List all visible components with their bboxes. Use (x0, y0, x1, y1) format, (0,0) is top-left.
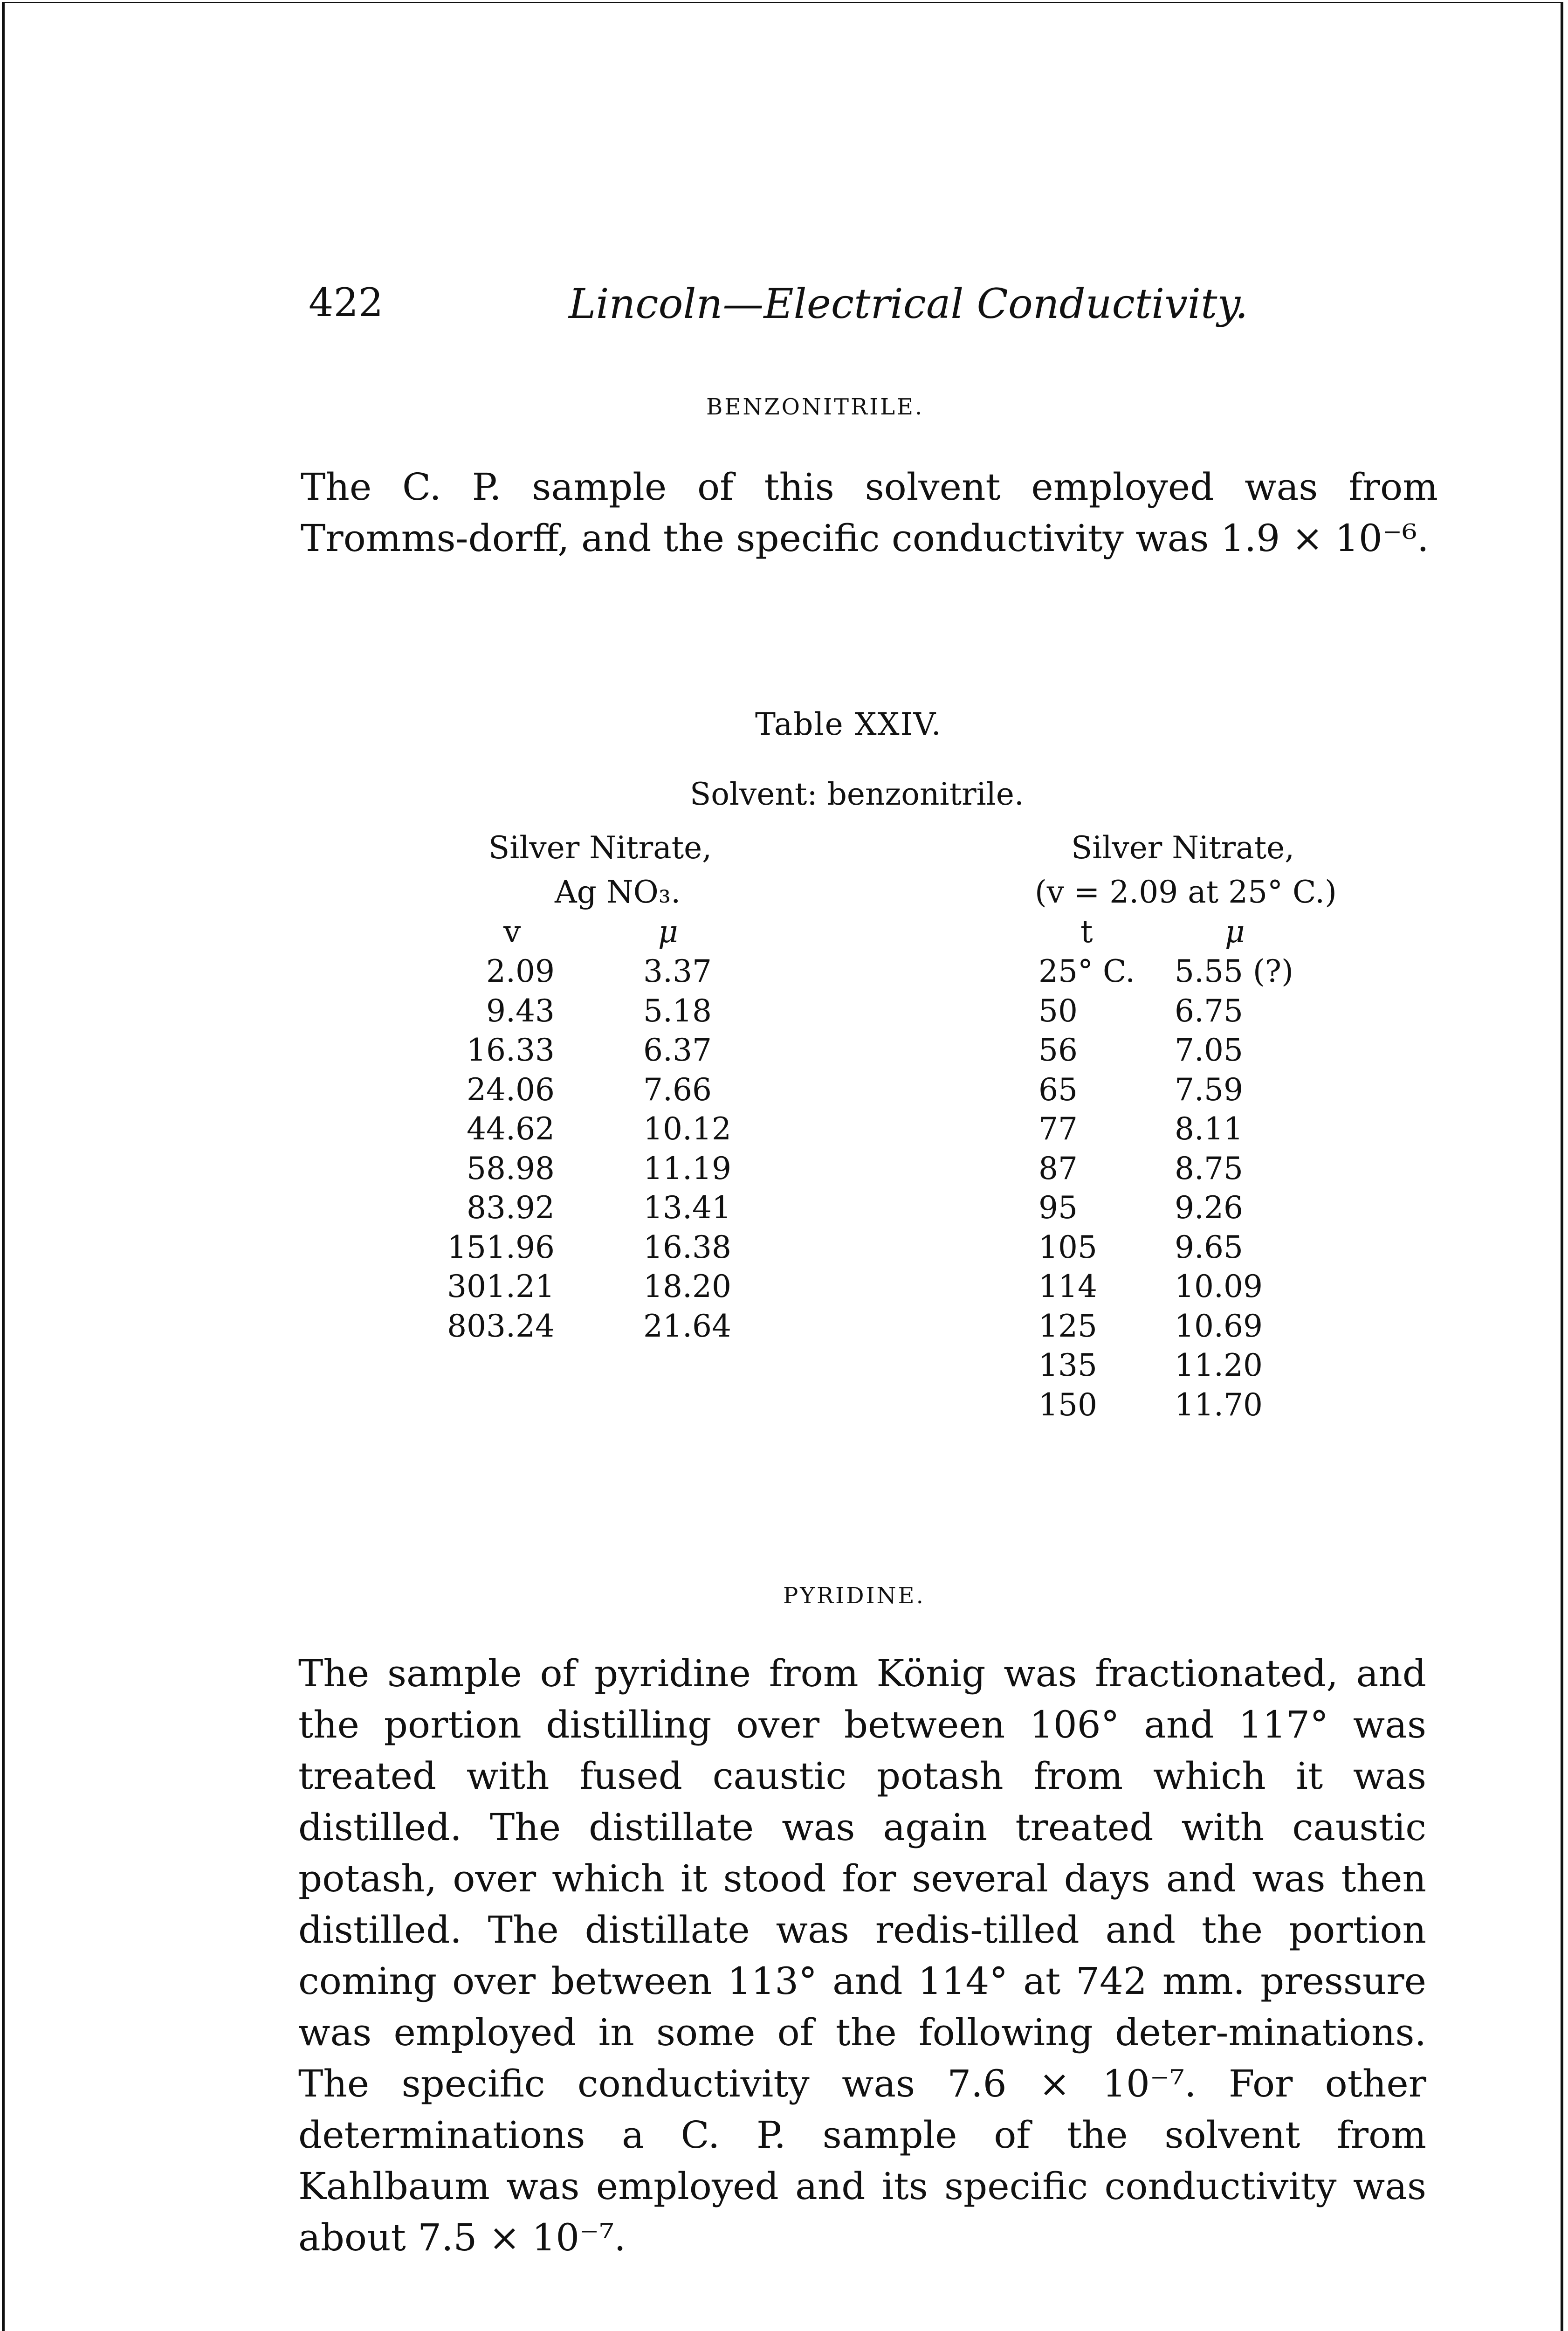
right-col-mu: μ (1225, 914, 1245, 950)
left-col-mu: μ (658, 914, 678, 950)
right-row-11-col2: 11.20 (1175, 1347, 1263, 1383)
right-row-7-col1: 95 (1038, 1190, 1078, 1226)
right-row-1-col1: 25° C. (1038, 953, 1135, 989)
right-heading-line2: (v = 2.09 at 25° C.) (1035, 874, 1337, 910)
left-row-4-col2: 7.66 (643, 1071, 712, 1108)
left-row-4-col1: 24.06 (467, 1071, 555, 1108)
right-row-6-col2: 8.75 (1175, 1150, 1243, 1186)
right-row-12-col1: 150 (1038, 1386, 1097, 1423)
benzonitrile-heading: BENZONITRILE. (706, 394, 924, 420)
benzonitrile-paragraph-text: The C. P. sample of this solvent employed was from Tromms-dorff, and the specific conductivity was 1.9 × 10⁻⁶. (301, 465, 1438, 560)
left-row-9-col1: 301.21 (447, 1269, 555, 1304)
left-row-3-col2: 6.37 (643, 1032, 712, 1068)
left-heading-line2: Ag NO₃. (555, 874, 681, 910)
left-row-7-col2: 13.41 (643, 1190, 731, 1226)
right-row-9-col2: 10.09 (1175, 1269, 1263, 1304)
pyridine-paragraph (298, 1648, 1426, 2263)
right-heading-line1: Silver Nitrate, (1071, 830, 1295, 866)
left-row-5-col1: 44.62 (467, 1111, 555, 1147)
left-heading-line1: Silver Nitrate, (488, 830, 712, 866)
left-row-8-col2: 16.38 (643, 1229, 731, 1265)
pyridine-heading: PYRIDINE. (783, 1583, 925, 1609)
right-row-8-col2: 9.65 (1175, 1229, 1243, 1265)
left-row-6-col2: 11.19 (643, 1150, 731, 1186)
running-title: Lincoln—Electrical Conductivity. (569, 280, 1248, 328)
right-row-5-col1: 77 (1038, 1111, 1078, 1147)
left-row-1-col1: 2.09 (486, 953, 555, 989)
table-title: Table XXIV. (755, 706, 942, 742)
right-row-4-col2: 7.59 (1175, 1071, 1243, 1108)
left-row-6-col1: 58.98 (467, 1150, 555, 1186)
right-row-5-col2: 8.11 (1175, 1111, 1243, 1147)
right-row-2-col2: 6.75 (1175, 993, 1243, 1029)
left-row-5-col2: 10.12 (643, 1111, 731, 1147)
right-col-t: t (1080, 914, 1093, 950)
table-solvent: Solvent: benzonitrile. (690, 776, 1024, 812)
right-row-10-col1: 125 (1038, 1308, 1097, 1344)
page-number: 422 (309, 280, 384, 325)
right-row-12-col2: 11.70 (1175, 1386, 1263, 1423)
right-row-11-col1: 135 (1038, 1347, 1097, 1383)
right-row-10-col2: 10.69 (1175, 1308, 1263, 1344)
left-row-8-col1: 151.96 (447, 1229, 555, 1265)
right-row-4-col1: 65 (1038, 1071, 1078, 1108)
left-row-3-col1: 16.33 (467, 1032, 555, 1068)
right-row-9-col1: 114 (1038, 1269, 1097, 1304)
right-row-3-col1: 56 (1038, 1032, 1078, 1068)
left-row-1-col2: 3.37 (643, 953, 712, 989)
left-col-v: v (503, 914, 521, 950)
right-row-2-col1: 50 (1038, 993, 1078, 1029)
left-row-10-col1: 803.24 (447, 1308, 555, 1344)
pyridine-paragraph-text: The sample of pyridine from König was fractionated, and the portion distilling over between 106° and 117° was treated with fused caustic potash from which it was distilled. The distillate was again treated with caustic potash, over which it stood for several days and was then distilled. The distillate was redis-tilled and the portion coming over between 113° and 114° at 742 mm. pressure was employed in some of the following deter-minations. The specific conductivity was 7.6 × 10⁻⁷. For other determinations a C. P. sample of the solvent from Kahlbaum was employed and its specific conductivity was about 7.5 × 10⁻⁷. (298, 1652, 1426, 2259)
benzonitrile-paragraph (301, 462, 1438, 564)
right-row-7-col2: 9.26 (1175, 1190, 1243, 1226)
left-row-9-col2: 18.20 (643, 1269, 731, 1304)
left-row-10-col2: 21.64 (643, 1308, 731, 1344)
right-row-6-col1: 87 (1038, 1150, 1078, 1186)
left-row-2-col1: 9.43 (486, 993, 555, 1029)
right-row-1-col2: 5.55 (?) (1175, 953, 1293, 989)
left-row-2-col2: 5.18 (643, 993, 712, 1029)
right-row-3-col2: 7.05 (1175, 1032, 1243, 1068)
left-row-7-col1: 83.92 (467, 1190, 555, 1226)
right-row-8-col1: 105 (1038, 1229, 1097, 1265)
